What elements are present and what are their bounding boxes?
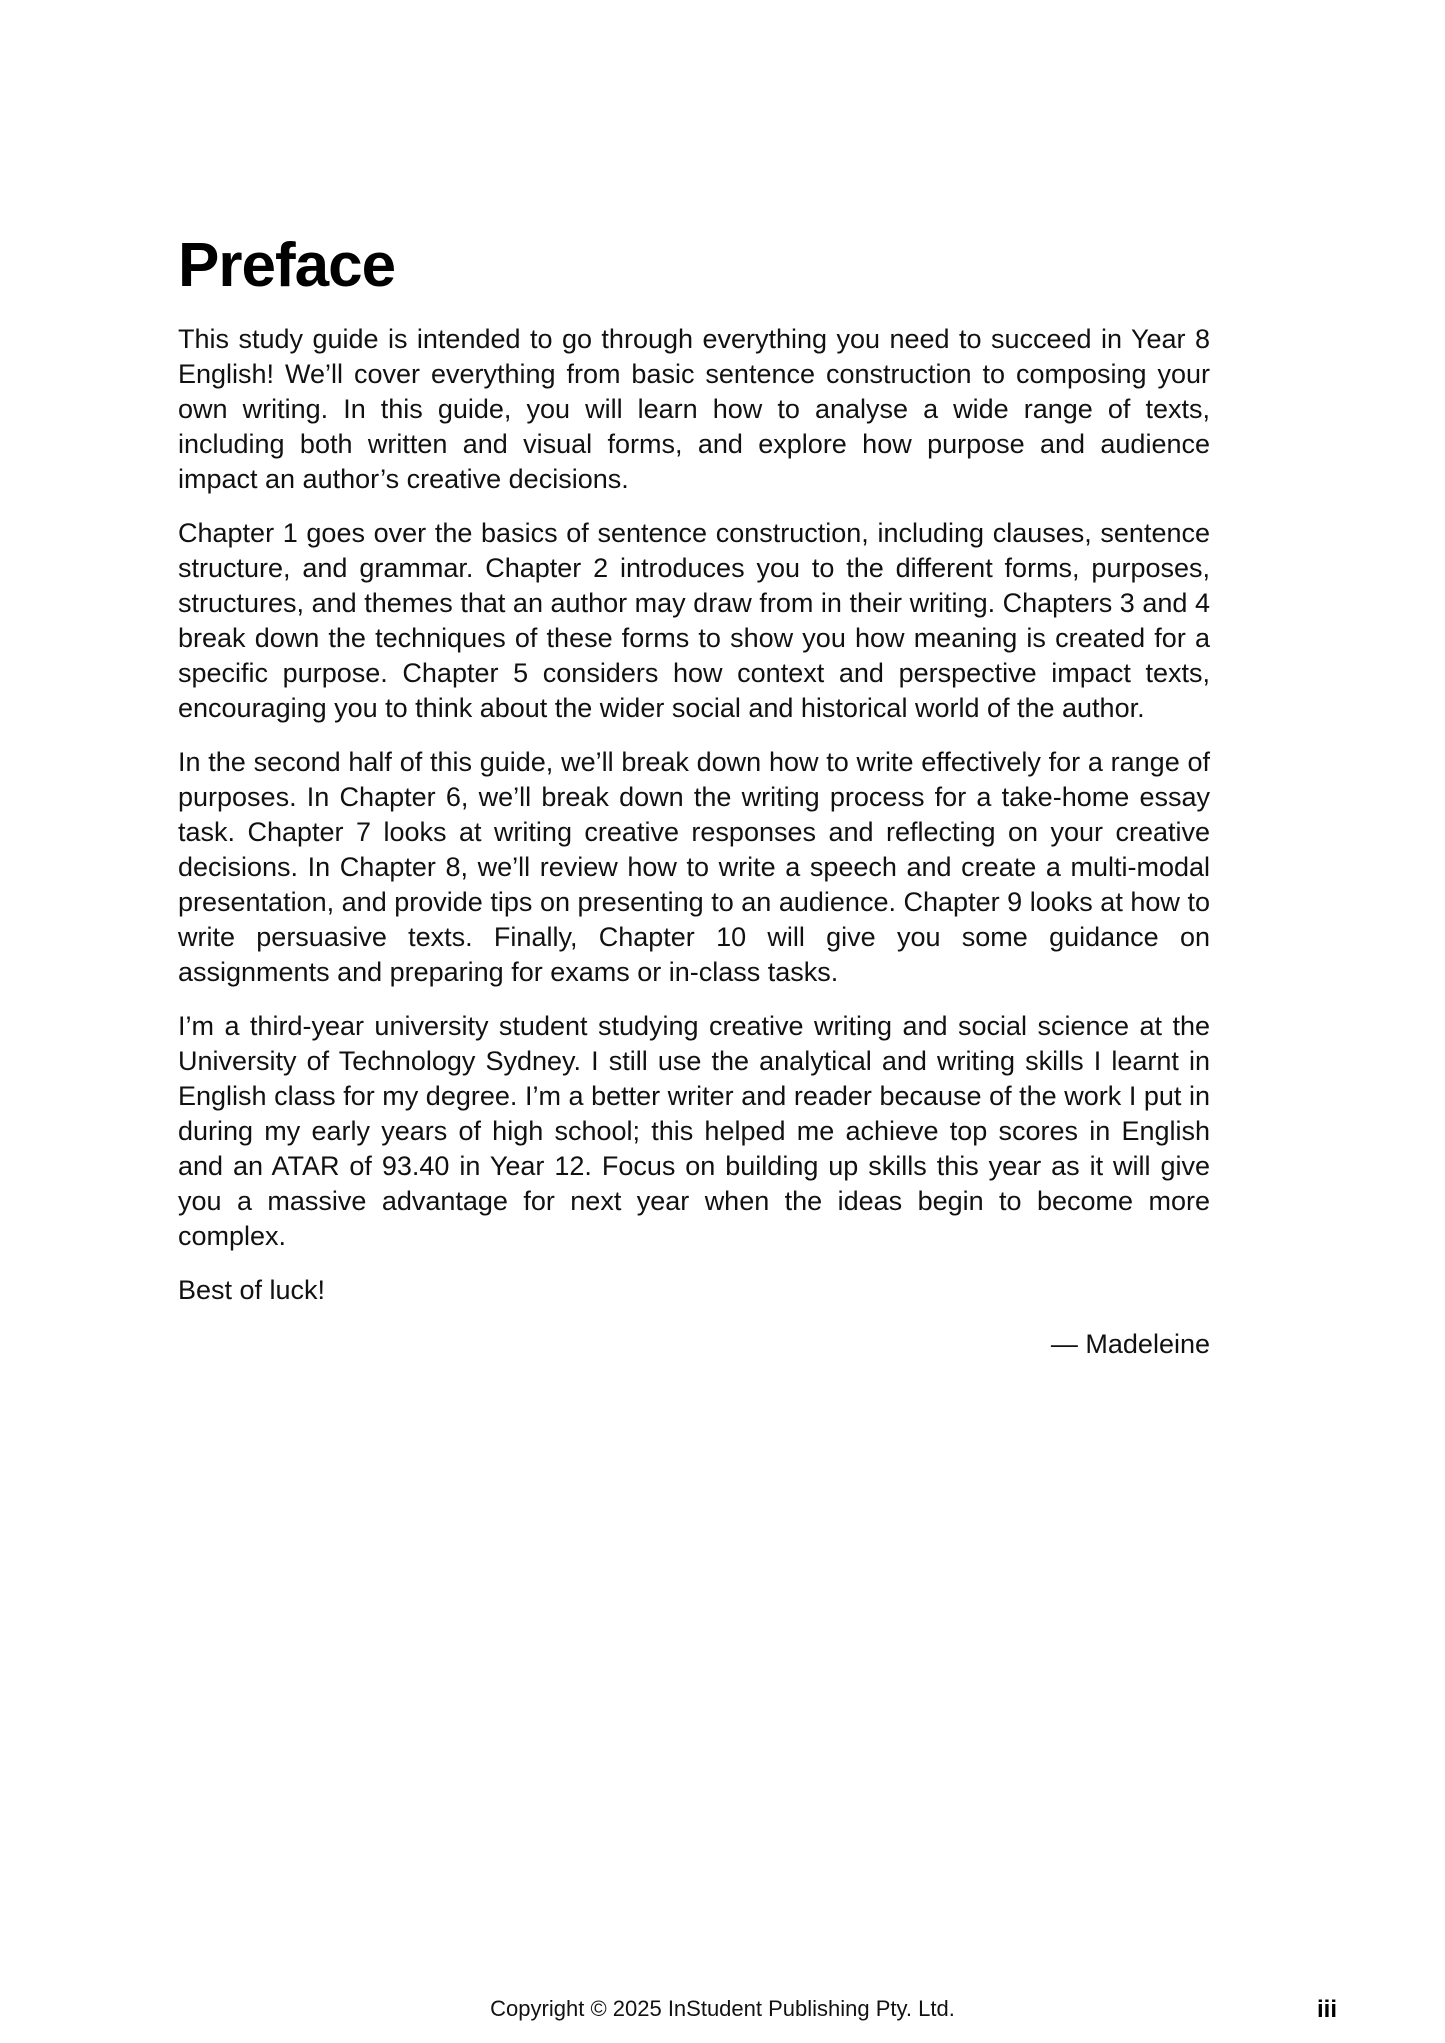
preface-body	[178, 322, 1210, 1308]
footer-copyright: Copyright © 2025 InStudent Publishing Pty. Ltd.	[490, 1996, 955, 2021]
preface-content	[178, 231, 1210, 1362]
author-signature: — Madeleine	[1050, 1329, 1210, 1359]
preface-paragraph-closing: Best of luck!	[178, 1275, 326, 1305]
preface-paragraph-chapters-1-5: Chapter 1 goes over the basics of sentence construction, including clauses, sentence structure, and grammar. Chapter 2 introduces you to the different forms, purposes, structures, and themes that an author may draw from in their writing. Chapters 3 and 4 break down the techniques of these forms to show you how meaning is created for a specific purpose. Chapter 5 considers how context and perspective impact texts, encouraging you to think about the wider social and historical world of the author.	[178, 518, 1210, 723]
preface-paragraph-chapters-6-10: In the second half of this guide, we’ll break down how to write effectively for a range of purposes. In Chapter 6, we’ll break down the writing process for a take-home essay task. Chapter 7 looks at writing creative responses and reflecting on your creative decisions. In Chapter 8, we’ll review how to write a speech and create a multi-modal presentation, and provide tips on presenting to an audience. Chapter 9 looks at how to write persuasive texts. Finally, Chapter 10 will give you some guidance on assignments and preparing for exams or in-class tasks.	[178, 747, 1210, 987]
page-title: Preface	[178, 231, 396, 300]
preface-paragraph-author-bio: I’m a third-year university student studying creative writing and social science at the University of Technology Sydney. I still use the analytical and writing skills I learnt in English class for my degree. I’m a better writer and reader because of the work I put in during my early years of high school; this helped me achieve top scores in English and an ATAR of 93.40 in Year 12. Focus on building up skills this year as it will give you a massive advantage for next year when the ideas begin to become more complex.	[178, 1011, 1210, 1251]
footer-page-number: iii	[1316, 1996, 1337, 2023]
preface-paragraph-intro: This study guide is intended to go through everything you need to succeed in Year 8 English! We’ll cover everything from basic sentence construction to composing your own writing. In this guide, you will learn how to analyse a wide range of texts, including both written and visual forms, and explore how purpose and audience impact an author’s creative decisions.	[178, 324, 1210, 494]
